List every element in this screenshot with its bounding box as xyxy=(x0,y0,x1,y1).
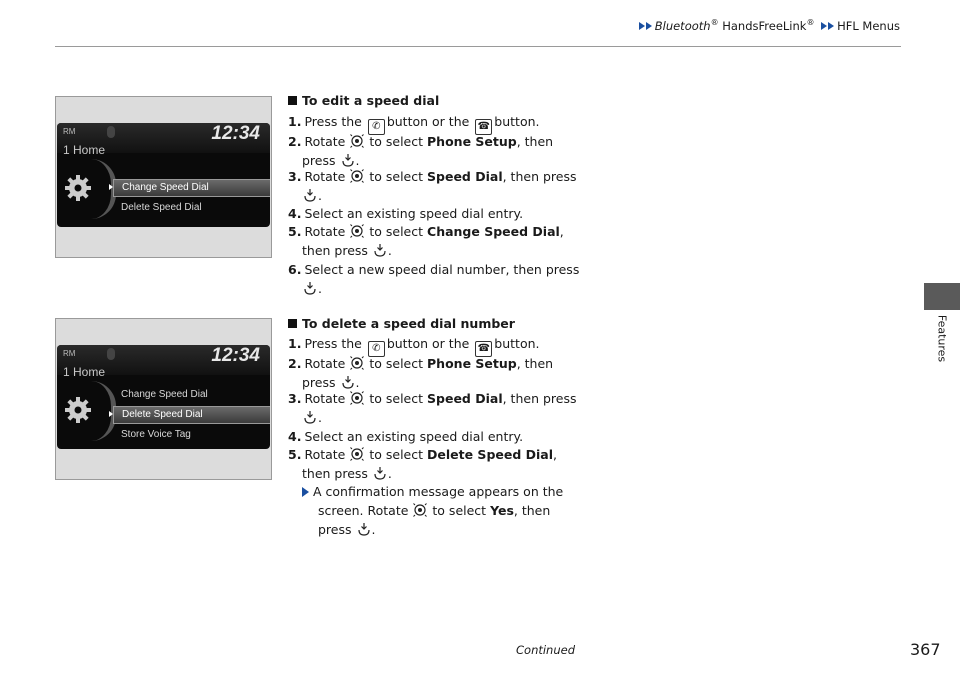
step-text: Rotate xyxy=(304,169,346,184)
step-text: button. xyxy=(494,114,540,129)
del-note-line-1 xyxy=(302,482,563,502)
breadcrumb-bluetooth: Bluetooth xyxy=(654,18,711,33)
bluetooth-icon xyxy=(107,126,115,138)
selector-knob-icon xyxy=(349,390,365,406)
step-text: button or the xyxy=(386,336,470,351)
section-title-edit xyxy=(288,93,439,108)
del-note-line-2 xyxy=(318,501,550,521)
selector-knob-icon xyxy=(349,168,365,184)
menu-item-change-speed-dial[interactable]: Change Speed Dial xyxy=(113,179,270,197)
section-title-text: To delete a speed dial number xyxy=(302,316,515,331)
step-number: 5. xyxy=(288,447,302,462)
edit-step-4 xyxy=(288,204,523,224)
edit-step-3 xyxy=(288,167,576,187)
breadcrumb-arrow-icon xyxy=(646,22,652,30)
breadcrumb-arrow-icon xyxy=(639,22,645,30)
display-clock: 12:34 xyxy=(211,123,260,144)
note-text: screen. Rotate xyxy=(318,503,409,518)
step-number: 1. xyxy=(288,336,302,351)
breadcrumb xyxy=(0,18,900,33)
press-icon xyxy=(302,409,318,425)
step-text: to select xyxy=(369,169,424,184)
step-text: , then xyxy=(516,134,554,149)
section-bullet-icon xyxy=(288,96,297,105)
selector-knob-icon xyxy=(349,133,365,149)
step-number: 4. xyxy=(288,206,302,221)
signal-icon: RM xyxy=(63,127,76,136)
step-text: , then xyxy=(516,356,554,371)
step-number: 5. xyxy=(288,224,302,239)
menu-item-change-speed-dial[interactable]: Change Speed Dial xyxy=(121,389,208,400)
step-number: 6. xyxy=(288,262,302,277)
pick-up-icon: ☎ xyxy=(475,341,492,357)
step-text: then press xyxy=(302,243,368,258)
selector-knob-icon xyxy=(412,502,428,518)
step-text: button or the xyxy=(386,114,470,129)
step-bold: Speed Dial xyxy=(427,169,503,184)
breadcrumb-hfl: HandsFreeLink xyxy=(718,18,807,33)
gear-icon xyxy=(63,173,93,203)
page-number: 367 xyxy=(910,640,941,659)
edit-step-2-cont: press . xyxy=(302,153,360,168)
breadcrumb-arrow-icon xyxy=(828,22,834,30)
edit-step-5-cont: then press . xyxy=(302,243,392,258)
step-text: , xyxy=(553,447,558,462)
press-icon xyxy=(302,187,318,203)
breadcrumb-menus: HFL Menus xyxy=(837,18,900,33)
header-rule xyxy=(55,46,901,47)
step-bold: Speed Dial xyxy=(427,391,503,406)
press-icon xyxy=(372,242,388,258)
breadcrumb-reg2: ® xyxy=(806,18,815,27)
note-text: press xyxy=(318,522,352,537)
continued-label: Continued xyxy=(516,643,576,657)
step-text: to select xyxy=(369,224,424,239)
selector-knob-icon xyxy=(349,446,365,462)
display-home: 1 Home xyxy=(63,143,106,157)
del-step-4 xyxy=(288,427,523,447)
display-panel xyxy=(57,123,270,227)
step-number: 4. xyxy=(288,429,302,444)
step-text: Select an existing speed dial entry. xyxy=(304,429,524,444)
section-bullet-icon xyxy=(288,319,297,328)
phone-icon: ✆ xyxy=(368,119,385,135)
press-icon xyxy=(372,465,388,481)
menu-item-store-voice-tag[interactable]: Store Voice Tag xyxy=(121,429,191,440)
step-number: 2. xyxy=(288,134,302,149)
press-icon xyxy=(302,280,318,296)
screen-delete-speed-dial xyxy=(55,318,272,480)
note-text: , then xyxy=(513,503,551,518)
del-note-line-3: press . xyxy=(318,522,376,537)
breadcrumb-reg1: ® xyxy=(710,18,719,27)
note-text: A confirmation message appears on the xyxy=(313,484,564,499)
section-title-delete xyxy=(288,316,515,331)
step-text: to select xyxy=(369,391,424,406)
edit-step-2 xyxy=(288,132,553,152)
signal-icon: RM xyxy=(63,349,76,358)
selector-knob-icon xyxy=(349,355,365,371)
menu-item-delete-speed-dial[interactable]: Delete Speed Dial xyxy=(121,202,202,213)
display-clock: 12:34 xyxy=(211,345,260,366)
del-step-3 xyxy=(288,389,576,409)
press-icon xyxy=(340,152,356,168)
side-tab xyxy=(924,283,960,310)
display-home: 1 Home xyxy=(63,365,106,379)
step-text: Rotate xyxy=(304,356,346,371)
edit-step-6 xyxy=(288,260,579,280)
del-step-3-cont: . xyxy=(302,408,322,428)
edit-step-6-cont: . xyxy=(302,279,322,299)
step-text: button. xyxy=(494,336,540,351)
bluetooth-icon xyxy=(107,348,115,360)
del-step-5 xyxy=(288,445,557,465)
step-number: 1. xyxy=(288,114,302,129)
edit-step-3-cont: . xyxy=(302,186,322,206)
step-number: 2. xyxy=(288,356,302,371)
edit-step-5 xyxy=(288,222,564,242)
del-step-5-cont: then press . xyxy=(302,466,392,481)
menu-item-delete-speed-dial[interactable]: Delete Speed Dial xyxy=(113,406,270,424)
side-tab-label-wrap xyxy=(916,312,960,372)
step-text: Rotate xyxy=(304,447,346,462)
breadcrumb-arrow-icon xyxy=(821,22,827,30)
step-text: press xyxy=(302,153,336,168)
step-text: Select an existing speed dial entry. xyxy=(304,206,524,221)
del-step-2 xyxy=(288,354,553,374)
press-icon xyxy=(340,374,356,390)
step-text: press xyxy=(302,375,336,390)
note-bold: Yes xyxy=(490,503,514,518)
step-text: Select a new speed dial number, then press xyxy=(304,262,580,277)
step-text: , then press xyxy=(502,391,577,406)
step-text: Press the xyxy=(304,114,362,129)
gear-icon xyxy=(63,395,93,425)
screen-edit-speed-dial xyxy=(55,96,272,258)
step-text: Press the xyxy=(304,336,362,351)
del-step-2-cont: press . xyxy=(302,375,360,390)
step-text: , then press xyxy=(502,169,577,184)
step-number: 3. xyxy=(288,391,302,406)
step-text: to select xyxy=(369,447,424,462)
note-text: to select xyxy=(432,503,487,518)
step-text: , xyxy=(559,224,564,239)
press-icon xyxy=(356,521,372,537)
side-tab-label: Features xyxy=(935,314,949,363)
step-bold: Phone Setup xyxy=(427,356,517,371)
step-number: 3. xyxy=(288,169,302,184)
section-title-text: To edit a speed dial xyxy=(302,93,440,108)
step-text: to select xyxy=(369,134,424,149)
step-text: to select xyxy=(369,356,424,371)
step-bold: Delete Speed Dial xyxy=(427,447,554,462)
step-text: Rotate xyxy=(304,134,346,149)
step-bold: Change Speed Dial xyxy=(427,224,560,239)
note-arrow-icon xyxy=(302,487,309,497)
step-text: Rotate xyxy=(304,224,346,239)
pick-up-icon: ☎ xyxy=(475,119,492,135)
step-bold: Phone Setup xyxy=(427,134,517,149)
step-text: then press xyxy=(302,466,368,481)
step-text: Rotate xyxy=(304,391,346,406)
phone-icon: ✆ xyxy=(368,341,385,357)
display-panel xyxy=(57,345,270,449)
selector-knob-icon xyxy=(349,223,365,239)
